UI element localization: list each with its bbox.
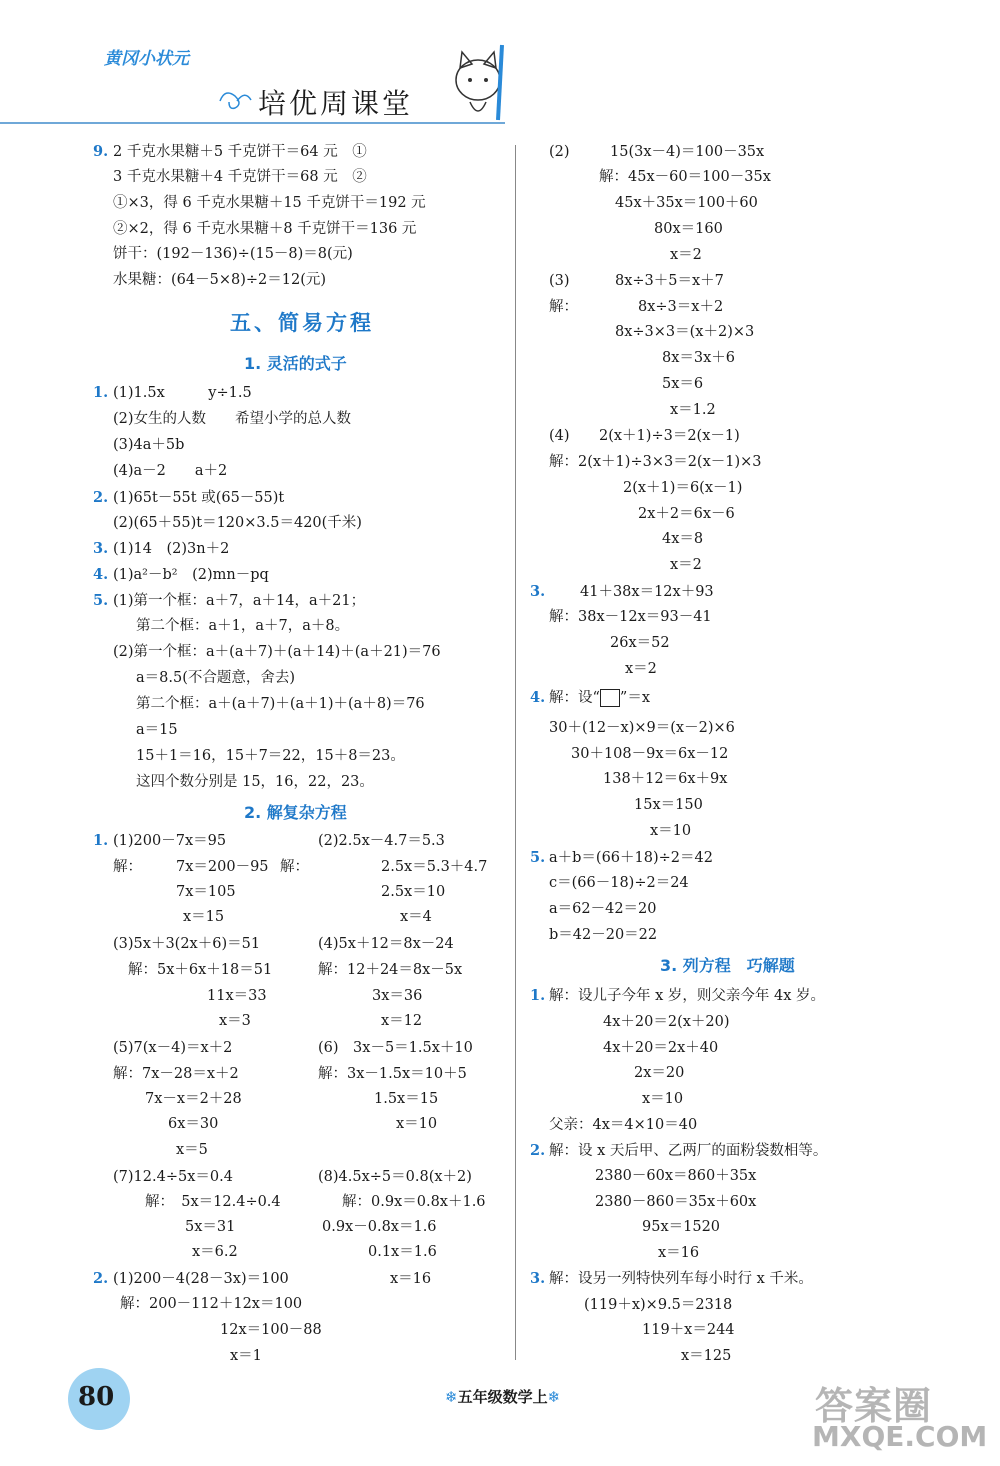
answer-line: (5)7(x－4)＝x＋2 xyxy=(113,1040,233,1056)
answer-line: 解：12＋24＝8x－5x xyxy=(318,962,463,978)
answer-line: (2)2.5x－4.7＝5.3 xyxy=(318,833,445,849)
answer-line: 解：3x－1.5x＝10＋5 xyxy=(318,1066,467,1082)
answer-line: (8)4.5x÷5＝0.8(x＋2) xyxy=(318,1169,472,1185)
blank-box-icon xyxy=(600,689,620,707)
question-number: 1. xyxy=(530,987,546,1004)
question-number: 9. xyxy=(93,143,109,160)
answer-line: 2x＝20 xyxy=(634,1065,685,1081)
answer-line: 11x＝33 xyxy=(207,988,267,1004)
question-number: 3. xyxy=(530,583,546,600)
answer-line: (3)4a＋5b xyxy=(113,437,185,453)
answer-line: 解：设儿子今年 x 岁，则父亲今年 4x 岁。 xyxy=(549,988,826,1004)
question-number: 2. xyxy=(530,1142,546,1159)
answer-line: x＝6.2 xyxy=(192,1244,238,1260)
answer-line: 这四个数分别是 15，16，22，23。 xyxy=(136,774,374,790)
answer-line: (1)第一个框：a＋7，a＋14，a＋21； xyxy=(113,593,366,609)
answer-line: 30＋108－9x＝6x－12 xyxy=(571,746,729,762)
answer-line: 0.1x＝1.6 xyxy=(368,1244,437,1260)
answer-line: 3 千克水果糖＋4 千克饼干＝68 元 ② xyxy=(113,169,367,185)
answer-text: ”＝x xyxy=(619,690,651,706)
answer-line: 45x＋35x＝100＋60 xyxy=(615,195,758,211)
subsection-title: 1. 灵活的式子 xyxy=(244,354,347,373)
answer-line: 41＋38x＝12x＋93 xyxy=(580,584,714,600)
question-number: 3. xyxy=(530,1270,546,1287)
answer-line: (6) 3x－5＝1.5x＋10 xyxy=(318,1040,473,1056)
footer-text: 五年级数学上 xyxy=(457,1388,548,1406)
answer-line: 2.5x＝5.3＋4.7 xyxy=(381,859,488,875)
question-number: 3. xyxy=(93,540,109,557)
answer-line: 2380－60x＝860＋35x xyxy=(595,1168,757,1184)
page-number-badge xyxy=(68,1368,130,1430)
answer-line: 138＋12＝6x＋9x xyxy=(603,771,728,787)
answer-line: x＝125 xyxy=(681,1348,732,1364)
answer-line: 12x＝100－88 xyxy=(220,1322,322,1338)
swirl-decoration-icon xyxy=(215,86,255,116)
answer-line: 第二个框：a＋(a＋7)＋(a＋1)＋(a＋8)＝76 xyxy=(136,696,425,712)
answer-line: 解：45x－60＝100－35x xyxy=(599,169,771,185)
answer-line: (1)a²－b² (2)mn－pq xyxy=(113,567,269,583)
answer-line xyxy=(549,688,650,708)
answer-line: 0.9x－0.8x＝1.6 xyxy=(322,1219,437,1235)
answer-line: 解：38x－12x＝93－41 xyxy=(549,609,712,625)
answer-line: x＝10 xyxy=(396,1116,438,1132)
snowflake-icon: ❄ xyxy=(547,1388,561,1406)
answer-line: (2)第一个框：a＋(a＋7)＋(a＋14)＋(a＋21)＝76 xyxy=(113,644,441,660)
answer-line: 父亲：4x＝4×10＝40 xyxy=(549,1117,698,1133)
answer-line: 15＋1＝16，15＋7＝22，15＋8＝23。 xyxy=(136,748,405,764)
answer-line: 95x＝1520 xyxy=(642,1219,721,1235)
answer-line: 解： xyxy=(549,299,578,315)
answer-line: a＝62－42＝20 xyxy=(549,901,657,917)
subsection-title: 3. 列方程 巧解题 xyxy=(660,956,795,975)
answer-line: 2(x＋1)÷3＝2(x－1) xyxy=(599,428,740,444)
answer-line: 5x＝6 xyxy=(662,376,704,392)
watermark-logo: 答案圈 xyxy=(815,1384,933,1428)
question-number: 4. xyxy=(93,566,109,583)
answer-line: 第二个框：a＋1，a＋7，a＋8。 xyxy=(136,618,350,634)
answer-line: 饼干：(192－136)÷(15－8)＝8(元) xyxy=(113,246,353,262)
cat-mascot-icon xyxy=(440,40,520,125)
answer-line: (2)(65＋55)t＝120×3.5＝420(千米) xyxy=(113,515,362,531)
answer-line: 解：200－112＋12x＝100 xyxy=(120,1296,303,1312)
answer-line: 7x＝105 xyxy=(176,884,236,900)
answer-line: 1.5x＝15 xyxy=(374,1091,439,1107)
footer-label xyxy=(445,1386,560,1407)
answer-line: 4x＝8 xyxy=(662,531,704,547)
answer-line: 解：2(x＋1)÷3×3＝2(x－1)×3 xyxy=(549,454,762,470)
answer-line: 7x＝200－95 xyxy=(176,859,269,875)
answer-line: 解：设另一列特快列车每小时行 x 千米。 xyxy=(549,1271,813,1287)
answer-line: 3x＝36 xyxy=(372,988,423,1004)
answer-line: 4x＋20＝2(x＋20) xyxy=(603,1014,730,1030)
answer-line: x＝1.2 xyxy=(670,402,716,418)
answer-line: x＝2 xyxy=(625,661,657,677)
question-number: 4. xyxy=(530,689,546,706)
answer-line: (1)14 (2)3n＋2 xyxy=(113,541,230,557)
answer-line: 解：0.9x＝0.8x＋1.6 xyxy=(342,1194,486,1210)
column-divider xyxy=(515,145,516,1360)
answer-line: (3)5x＋3(2x＋6)＝51 xyxy=(113,936,261,952)
answer-line: (2) xyxy=(549,144,570,160)
answer-line: 2380－860＝35x＋60x xyxy=(595,1194,757,1210)
answer-line: x＝16 xyxy=(658,1245,700,1261)
answer-line: x＝10 xyxy=(650,823,692,839)
answer-line: 水果糖：(64－5×8)÷2＝12(元) xyxy=(113,272,327,288)
answer-line: 8x÷3＋5＝x＋7 xyxy=(615,273,724,289)
answer-line: x＝4 xyxy=(400,909,432,925)
subsection-title: 2. 解复杂方程 xyxy=(244,803,347,822)
answer-line: 15x＝150 xyxy=(634,797,703,813)
header-brand-logo: 黄冈小状元 xyxy=(104,49,189,69)
answer-line: c＝(66－18)÷2＝24 xyxy=(549,875,689,891)
answer-line: x＝2 xyxy=(670,247,702,263)
answer-line: x＝12 xyxy=(381,1013,423,1029)
answer-line: x＝5 xyxy=(176,1142,208,1158)
header-title: 培优周课堂 xyxy=(258,87,414,120)
question-number: 2. xyxy=(93,1270,109,1287)
answer-line: 30＋(12－x)×9＝(x－2)×6 xyxy=(549,720,735,736)
watermark-url: MXQE.COM xyxy=(812,1420,988,1453)
answer-line: 解： 5x＝12.4÷0.4 xyxy=(145,1194,281,1210)
answer-line: 26x＝52 xyxy=(610,635,670,651)
answer-line: 2x＋2＝6x－6 xyxy=(638,506,735,522)
answer-line: (4) xyxy=(549,428,570,444)
question-number: 1. xyxy=(93,384,109,401)
answer-line: 解：设 x 天后甲、乙两厂的面粉袋数相等。 xyxy=(549,1143,828,1159)
answer-line: 7x－x＝2＋28 xyxy=(145,1091,242,1107)
answer-line: 8x＝3x＋6 xyxy=(662,350,736,366)
answer-line: 5x＝31 xyxy=(185,1219,236,1235)
answer-line: 8x÷3×3＝(x＋2)×3 xyxy=(615,324,755,340)
answer-line: x＝3 xyxy=(219,1013,251,1029)
answer-line: b＝42－20＝22 xyxy=(549,927,658,943)
answer-line: (7)12.4÷5x＝0.4 xyxy=(113,1169,233,1185)
answer-line: 4x＋20＝2x＋40 xyxy=(603,1040,719,1056)
answer-line: (2)女生的人数 希望小学的总人数 xyxy=(113,411,352,427)
section-title: 五、简易方程 xyxy=(230,311,374,335)
answer-line: ①×3，得 6 千克水果糖＋15 千克饼干＝192 元 xyxy=(113,195,426,211)
answer-line: 8x÷3＝x＋2 xyxy=(638,299,724,315)
question-number: 1. xyxy=(93,832,109,849)
answer-line: 解：5x＋6x＋18＝51 xyxy=(128,962,273,978)
answer-line: ②×2，得 6 千克水果糖＋8 千克饼干＝136 元 xyxy=(113,221,417,237)
answer-line: x＝10 xyxy=(642,1091,684,1107)
answer-line: x＝15 xyxy=(183,909,225,925)
answer-line: 6x＝30 xyxy=(168,1116,219,1132)
answer-line: (119＋x)×9.5＝2318 xyxy=(584,1297,733,1313)
answer-line: (1)200－7x＝95 xyxy=(113,833,227,849)
answer-text: 解：设“ xyxy=(549,690,600,706)
answer-line: (4)a－2 a＋2 xyxy=(113,463,228,479)
answer-line: (1)1.5x y÷1.5 xyxy=(113,385,252,401)
answer-line: 2.5x＝10 xyxy=(381,884,446,900)
answer-line: x＝1 xyxy=(230,1348,262,1364)
answer-line: (4)5x＋12＝8x－24 xyxy=(318,936,454,952)
answer-line: (1)200－4(28－3x)＝100 xyxy=(113,1271,289,1287)
answer-line: (1)65t－55t 或(65－55)t xyxy=(113,490,285,506)
answer-line: a＝8.5(不合题意，舍去) xyxy=(136,670,296,686)
page-number: 80 xyxy=(78,1382,115,1412)
answer-line: 解： xyxy=(113,859,142,875)
header-divider xyxy=(0,122,505,124)
answer-line: a＝15 xyxy=(136,722,178,738)
answer-line: 80x＝160 xyxy=(654,221,723,237)
answer-line: 15(3x－4)＝100－35x xyxy=(610,144,765,160)
question-number: 5. xyxy=(93,592,109,609)
answer-line: 119＋x＝244 xyxy=(642,1322,735,1338)
answer-line: x＝16 xyxy=(390,1271,432,1287)
question-number: 5. xyxy=(530,849,546,866)
answer-line: 2(x＋1)＝6(x－1) xyxy=(623,480,743,496)
answer-line: (3) xyxy=(549,273,570,289)
answer-line: 解：7x－28＝x＋2 xyxy=(113,1066,239,1082)
answer-line: 解： xyxy=(280,859,309,875)
answer-line: 2 千克水果糖＋5 千克饼干＝64 元 ① xyxy=(113,144,367,160)
snowflake-icon: ❄ xyxy=(445,1388,458,1406)
answer-line: x＝2 xyxy=(670,557,702,573)
answer-line: a＋b＝(66＋18)÷2＝42 xyxy=(549,850,713,866)
question-number: 2. xyxy=(93,489,109,506)
